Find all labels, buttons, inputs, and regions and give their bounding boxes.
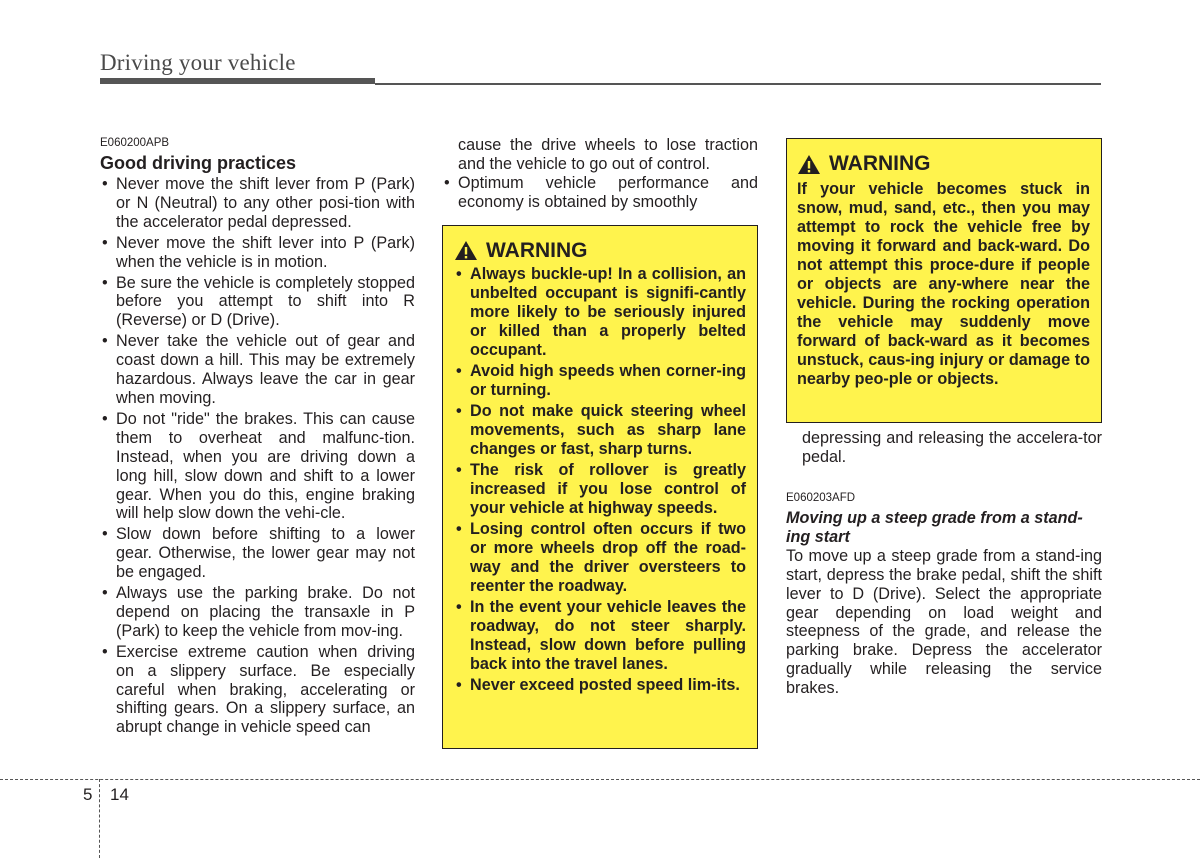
warning-title: WARNING xyxy=(486,238,588,262)
warning-heading xyxy=(454,239,746,263)
list-item: • Do not "ride" the brakes. This can cause them to overheat and malfunc-tion. Instead, when you are driving down a long hill, slow down and shift to a lower gear. When you do this, engine braking will help slow down the vehi-cle. xyxy=(100,410,415,523)
warning-body: If your vehicle becomes stuck in snow, mud, sand, etc., then you may attempt to rock the vehicle free by moving it forward and back-ward. Do not attempt this proce-dure if people or objects are any-where near the vehicle. During the rocking operation the vehicle may suddenly move forward of back-ward as it becomes unstuck, caus-ing injury or damage to nearby peo-ple or objects. xyxy=(797,180,1090,388)
practice-list-continued xyxy=(442,174,758,212)
practice-list xyxy=(100,175,415,737)
warning-item: • Never exceed posted speed lim-its. xyxy=(454,676,746,695)
list-item: • Optimum vehicle performance and economy is obtained by smoothly xyxy=(442,174,758,212)
warning-item: • In the event your vehicle leaves the roadway, do not steer sharply. Instead, slow down before pulling back into the travel lanes. xyxy=(454,598,746,674)
subsection-heading: Moving up a steep grade from a stand-ing start xyxy=(786,508,1083,546)
body-paragraph: To move up a steep grade from a stand-ing start, depress the brake pedal, shift the shift lever to D (Drive). Select the appropriate gear depending on load weight and steepness of the grade, and release the parking brake. Depress the accelerator gradually while releasing the service brakes. xyxy=(786,546,1102,698)
warning-triangle-icon xyxy=(454,240,478,261)
continued-text: cause the drive wheels to lose traction and the vehicle to go out of control. xyxy=(458,136,758,173)
warning-title: WARNING xyxy=(829,152,931,175)
warning-item: • The risk of rollover is greatly increased if you lose control of your vehicle at highway speeds. xyxy=(454,461,746,518)
header-rule-thick xyxy=(100,78,375,84)
section-code: E060203AFD xyxy=(786,491,856,504)
page-number: 14 xyxy=(110,785,129,804)
warning-box-seatbelt xyxy=(442,225,758,749)
warning-item: • Always buckle-up! In a collision, an unbelted occupant is signifi-cantly more likely to be seriously injured or killed than a properly belted occupant. xyxy=(454,265,746,360)
continued-text: depressing and releasing the accelera-tor pedal. xyxy=(802,429,1102,466)
list-item: • Always use the parking brake. Do not depend on placing the transaxle in P (Park) to keep the vehicle from mov-ing. xyxy=(100,584,415,641)
section-title: Driving your vehicle xyxy=(100,50,296,75)
list-item: • Be sure the vehicle is completely stopped before you attempt to shift into R (Reverse) or D (Drive). xyxy=(100,274,415,331)
list-item: • Slow down before shifting to a lower gear. Otherwise, the lower gear may not be engaged. xyxy=(100,525,415,582)
warning-box-stuck xyxy=(786,138,1102,423)
warning-triangle-icon xyxy=(797,154,821,175)
warning-item: • Losing control often occurs if two or more wheels drop off the road-way and the driver oversteers to reenter the roadway. xyxy=(454,520,746,596)
footer-rule xyxy=(0,779,1200,780)
chapter-number: 5 xyxy=(83,785,93,804)
warning-item: • Avoid high speeds when corner-ing or turning. xyxy=(454,362,746,400)
warning-heading xyxy=(797,152,1090,176)
header-rule-thin xyxy=(375,83,1101,85)
section-code: E060200APB xyxy=(100,137,170,149)
column-2 xyxy=(442,136,758,749)
list-item: • Never take the vehicle out of gear and coast down a hill. This may be extremely hazardous. Always leave the car in gear when moving. xyxy=(100,332,415,408)
warning-list xyxy=(454,265,746,695)
column-3 xyxy=(786,136,1102,698)
warning-item: • Do not make quick steering wheel movements, such as sharp lane changes or fast, sharp turns. xyxy=(454,402,746,459)
footer-divider xyxy=(99,779,100,858)
list-item: • Never move the shift lever into P (Park) when the vehicle is in motion. xyxy=(100,234,415,272)
section-heading: Good driving practices xyxy=(100,153,297,173)
list-item: • Exercise extreme caution when driving on a slippery surface. Be especially careful when braking, accelerating or shifting gears. On a slippery surface, an abrupt change in vehicle speed can xyxy=(100,643,415,738)
column-1 xyxy=(100,136,415,739)
list-item: • Never move the shift lever from P (Park) or N (Neutral) to any other posi-tion with the accelerator pedal depressed. xyxy=(100,175,415,232)
